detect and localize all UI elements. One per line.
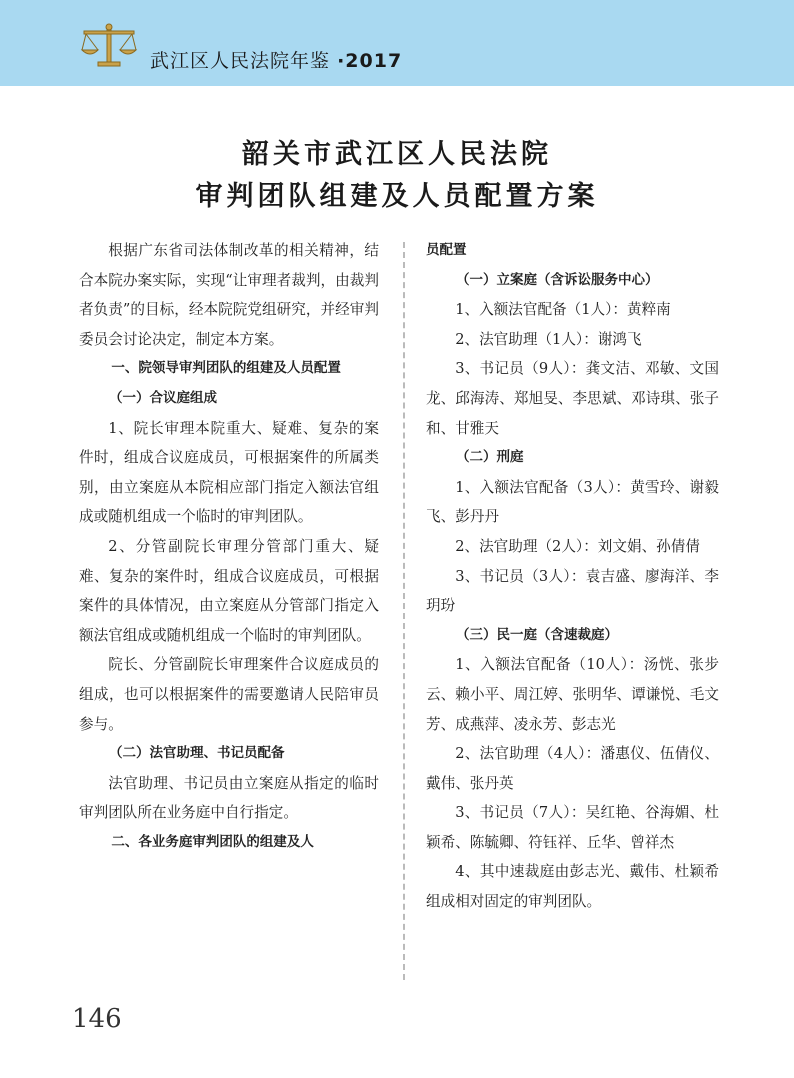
paragraph: 1、入额法官配备（10人）：汤恍、张步云、赖小平、周江婷、张明华、谭谦悦、毛文芳、成燕萍、凌永芳、彭志光: [426, 656, 719, 733]
subsection-heading: （三）民一庭（含速裁庭）: [456, 626, 618, 643]
paragraph: 2、法官助理（2人）：刘文娟、孙倩倩: [455, 537, 700, 555]
document-title-line2: 审判团队组建及人员配置方案: [195, 181, 599, 212]
paragraph: 3、书记员（9人）：龚文洁、邓敏、文国龙、邱海涛、郑旭旻、李思斌、邓诗琪、张子和、甘雅天: [426, 360, 719, 437]
scales-of-justice-icon: [78, 22, 140, 70]
paragraph: 2、法官助理（1人）：谢鸿飞: [455, 330, 642, 348]
paragraph: 4、其中速裁庭由彭志光、戴伟、杜颖希组成相对固定的审判团队。: [426, 863, 719, 911]
paragraph: 1、入额法官配备（3人）：黄雪玲、谢毅飞、彭丹丹: [426, 478, 719, 526]
right-column: [426, 236, 719, 917]
subsection-heading: （二）法官助理、书记员配备: [109, 745, 285, 762]
page-header: [0, 0, 794, 86]
column-divider: [403, 242, 405, 980]
left-column: [79, 236, 379, 857]
paragraph: 院长、分管副院长审理案件合议庭成员的组成，也可以根据案件的需要邀请人民陪审员参与。: [79, 656, 379, 733]
subsection-heading: （一）立案庭（含诉讼服务中心）: [456, 271, 659, 288]
paragraph: 2、分管副院长审理分管部门重大、疑难、复杂的案件时，组成合议庭成员，可根据案件的具体情况，由立案庭从分管部门指定入额法官组成或随机组成一个临时的审判团队。: [79, 537, 379, 644]
paragraph: 1、院长审理本院重大、疑难、复杂的案件时，组成合议庭成员，可根据案件的所属类别，由立案庭从本院相应部门指定入额法官组成或随机组成一个临时的审判团队。: [79, 419, 379, 526]
subsection-heading: （二）刑庭: [456, 449, 524, 466]
page-number: 146: [72, 1004, 122, 1034]
paragraph: 3、书记员（7人）：吴红艳、谷海媚、杜颖希、陈毓卿、符钰祥、丘华、曾祥杰: [426, 804, 719, 851]
section-heading-continued: 员配置: [426, 242, 467, 258]
section-heading: 一、院领导审判团队的组建及人员配置: [111, 360, 341, 377]
document-title-line1: 韶关市武江区人民法院: [242, 139, 552, 170]
paragraph: 法官助理、书记员由立案庭从指定的临时审判团队所在业务庭中自行指定。: [79, 774, 379, 822]
paragraph: 根据广东省司法体制改革的相关精神，结合本院办案实际，实现“让审理者裁判，由裁判者负责”的目标，经本院院党组研究，并经审判委员会讨论决定，制定本方案。: [79, 242, 379, 348]
paragraph: 2、法官助理（4人）：潘惠仪、伍倩仪、戴伟、张丹英: [426, 745, 719, 792]
section-heading: 二、各业务庭审判团队的组建及人: [111, 833, 314, 850]
subsection-heading: （一）合议庭组成: [109, 389, 217, 406]
yearbook-title: 武江区人民法院年鉴 ·2017: [150, 50, 403, 72]
paragraph: 1、入额法官配备（1人）：黄粹南: [455, 301, 671, 319]
paragraph: 3、书记员（3人）：袁吉盛、廖海洋、李玥玢: [426, 567, 719, 615]
